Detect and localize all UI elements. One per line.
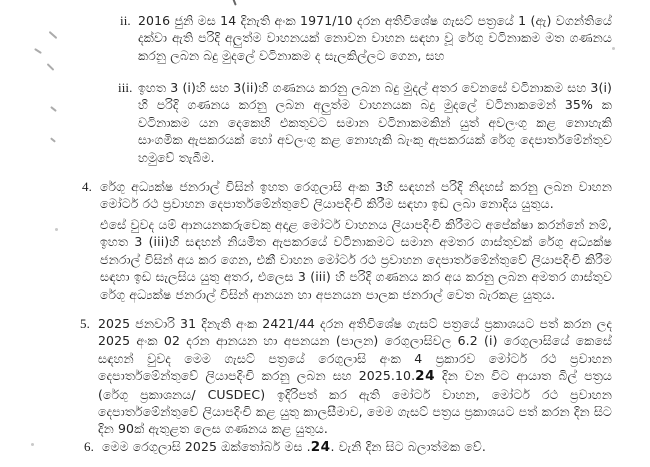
pencil-mark xyxy=(49,31,58,39)
item-5-text-after-date: දින වන විට ආයාත බිල් පත්‍රය (රේගු ප්‍රකාශනය/ CUSDEC) ඉදිරිපත් කර ඇති මෝටර් වාහන, මෝටර් රථ ප්‍රවාහන දෙපාර්තමේන්තුවේ ලියාපදිංචි කළ යුතු කාලසීමාව, මෙම ගැසට් පත්‍රය ප්‍රකාශයට පත් කරන දින සිට දින 90ක් ඇතුළත ලෙස ගණනය කළ යුතුය. xyxy=(98,368,612,437)
item-6-text-before-day: මෙම රෙගුලාසි 2025 ඔක්තෝබර් මස . xyxy=(102,439,311,454)
list-item-ii-marker: ii. xyxy=(120,13,131,28)
list-item-6-text xyxy=(102,438,612,456)
list-item-ii xyxy=(120,12,612,64)
list-item-5 xyxy=(80,315,612,438)
list-item-ii-text: 2016 ජුනි මස 14 දිනැති අංක 1971/10 දරන අතිවිශේෂ ගැසට් පත්‍රයේ 1 (ඇ) වගන්තියේ දක්වා ඇති පරිදි අලුත්ම වාහනයක් නොවන වාහන සඳහා වූ රේගු වටිනාකම මත ගණනය කරනු ලබන බදු මුදලේ වටිනාකම ද සැලකිල්ලට ගෙන, සහ xyxy=(138,13,612,63)
item-5-handwritten-date: 24 xyxy=(415,368,435,385)
pencil-dot xyxy=(55,228,58,231)
item-6-handwritten-day: 24 xyxy=(310,439,331,455)
pencil-mark xyxy=(50,106,57,112)
pencil-mark xyxy=(50,137,56,142)
pencil-mark xyxy=(47,63,55,71)
list-item-5-text xyxy=(98,315,612,438)
list-item-6 xyxy=(84,438,612,456)
item-5-text-before-date: 2025 ජනවාරි 31 දිනැති අංක 2421/44 දරන අතිවිශේෂ ගැසට් පත්‍රයේ ප්‍රකාශයට පත් කරන ලද 2025 අංක 02 දරන ආනයන හා අපනයන (පාලන) රෙගුලාසිවල 6.2 (i) රෙගුලාසියේ කෙසේ සඳහන් වුවද මෙම ගැසට් පත්‍රයේ රෙගුලාසි අංක 4 ප්‍රකාරව මෝටර් රථ ප්‍රවාහන දෙපාර්තමේන්තුවේ ලියාපදිංචි කරනු ලබන සහ 2025.10. xyxy=(98,316,612,384)
list-item-4 xyxy=(82,178,612,213)
item-6-text-after-day: . වැනි දින සිට බලාත්මක වේ. xyxy=(330,439,486,454)
pencil-mark xyxy=(232,0,236,6)
list-item-5-marker: 5. xyxy=(80,316,90,331)
pencil-dot xyxy=(612,47,615,50)
list-item-iii xyxy=(118,79,612,166)
list-item-4-continuation xyxy=(100,216,612,303)
list-item-iii-text: ඉහත 3 (i)හි සහ 3(ii)හි ගණනය කරනු ලබන බදු මුදල් අතර වෙනසේ වටිනාකම සහ 3(i) හි පරිදි ගණනය කරනු ලබන අලුත්ම වාහනයක බදු මුදලේ වටිනාකමෙන් 35% ක වටිනාකම යන දෙකෙහි එකතුවට සමාන වටිනාකමකින් යුත් අවලංගු කළ නොහැකි සාංගමික ඇපකරයක් හෝ අවලංගු කළ නොහැකි බැංකු ඇපකරයක් රේගු දෙපාර්තමේන්තුව හමුවේ තැබීම. xyxy=(138,80,612,165)
list-item-4-marker: 4. xyxy=(82,179,92,194)
list-item-iii-marker: iii. xyxy=(118,80,133,95)
list-item-4-text: රේගු අධ්‍යක්ෂ ජනරාල් විසින් ඉහත රෙගුලාසි අංක 3හි සඳහන් පරිදි නිදහස් කරනු ලබන වාහන මෝටර් රථ ප්‍රවාහන දෙපාර්තමේන්තුවේ ලියාපදිංචි කිරීම සඳහා ඉඩ ලබා නොදිය යුතුය. xyxy=(100,179,612,212)
pencil-mark xyxy=(34,48,42,54)
list-item-4-continuation-text: එසේ වුවද යම් ආනයනකරුවෙකු අදාළ මෝටර් වාහනය ලියාපදිංචි කිරීමට අපේක්ෂා කරන්නේ නම්, ඉහත 3 (iii)හි සඳහන් නියමිත ඇපකරයේ වටිනාකමට සමාන අමතර ගාස්තුවක් රේගු අධ්‍යක්ෂ ජනරාල් විසින් අය කර ගෙන, එකී වාහන මෝටර් රථ ප්‍රවාහන දෙපාර්තමේන්තුවේ ලියාපදිංචි කිරීම සඳහා ඉඩ සැලසිය යුතු අතර, එලෙස 3 (iii) හි පරිදි ගණනය කර අය කරනු ලබන අමතර ගාස්තුව රේගු අධ්‍යක්ෂ ජනරාල් විසින් ආනයන හා අපනයන පාලක ජනරාල් වෙත බැරකළ යුතුය. xyxy=(100,217,612,302)
list-item-6-marker: 6. xyxy=(84,439,94,454)
pencil-dot xyxy=(31,443,34,446)
